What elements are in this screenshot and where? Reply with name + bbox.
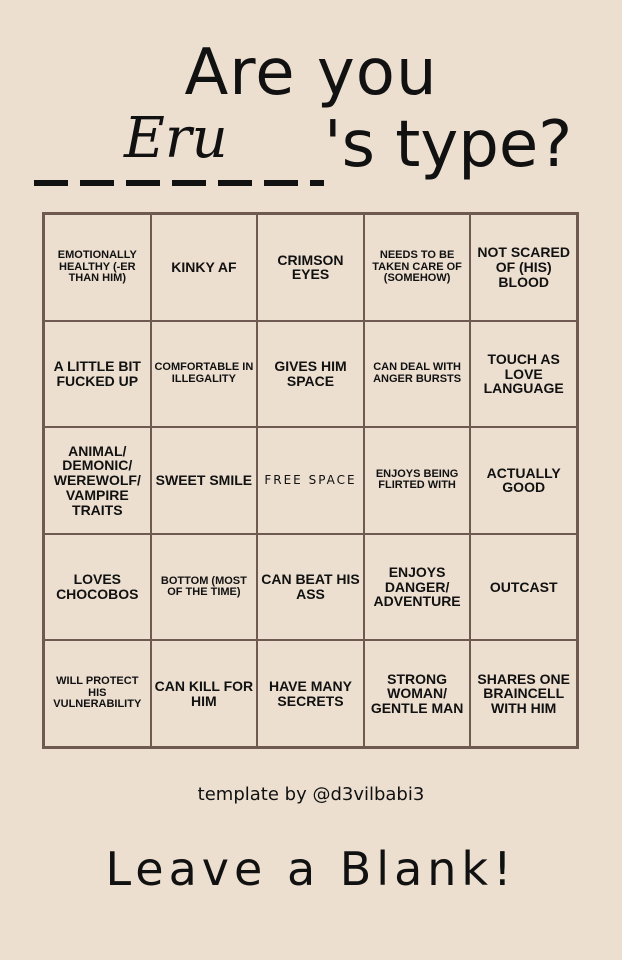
bingo-cell: WILL PROTECT HIS VULNERABILITY [44,640,151,747]
title-line-1: Are you [184,36,438,110]
bingo-cell: NOT SCARED OF (HIS) BLOOD [470,214,577,321]
footer-tagline: Leave a Blank! [105,842,517,896]
blank-underline [34,180,324,186]
bingo-cell: TOUCH AS LOVE LANGUAGE [470,321,577,428]
bingo-cell: EMOTIONALLY HEALTHY (-ER THAN HIM) [44,214,151,321]
bingo-cell: HAVE MANY SECRETS [257,640,364,747]
bingo-cell: BOTTOM (MOST OF THE TIME) [151,534,258,641]
free-space-cell: FREE SPACE [257,427,364,534]
bingo-cell: CAN DEAL WITH ANGER BURSTS [364,321,471,428]
template-credit: template by @d3vilbabi3 [197,784,425,805]
bingo-cell: COMFORTABLE IN ILLEGALITY [151,321,258,428]
bingo-grid [42,212,579,749]
bingo-cell: OUTCAST [470,534,577,641]
bingo-cell: LOVES CHOCOBOS [44,534,151,641]
bingo-cell: SHARES ONE BRAINCELL WITH HIM [470,640,577,747]
bingo-cell: ACTUALLY GOOD [470,427,577,534]
bingo-cell: STRONG WOMAN/ GENTLE MAN [364,640,471,747]
bingo-cell: CAN BEAT HIS ASS [257,534,364,641]
bingo-cell: A LITTLE BIT FUCKED UP [44,321,151,428]
bingo-cell: NEEDS TO BE TAKEN CARE OF (SOMEHOW) [364,214,471,321]
bingo-cell: SWEET SMILE [151,427,258,534]
bingo-cell: GIVES HIM SPACE [257,321,364,428]
bingo-cell: ENJOYS BEING FLIRTED WITH [364,427,471,534]
bingo-cell: ENJOYS DANGER/ ADVENTURE [364,534,471,641]
bingo-cell: CRIMSON EYES [257,214,364,321]
bingo-cell: KINKY AF [151,214,258,321]
blank-fill-name: Eru [124,106,228,171]
title-suffix: 's type? [324,108,573,182]
bingo-cell: ANIMAL/ DEMONIC/ WEREWOLF/ VAMPIRE TRAITS [44,427,151,534]
bingo-cell: CAN KILL FOR HIM [151,640,258,747]
title-line-2 [34,106,594,190]
